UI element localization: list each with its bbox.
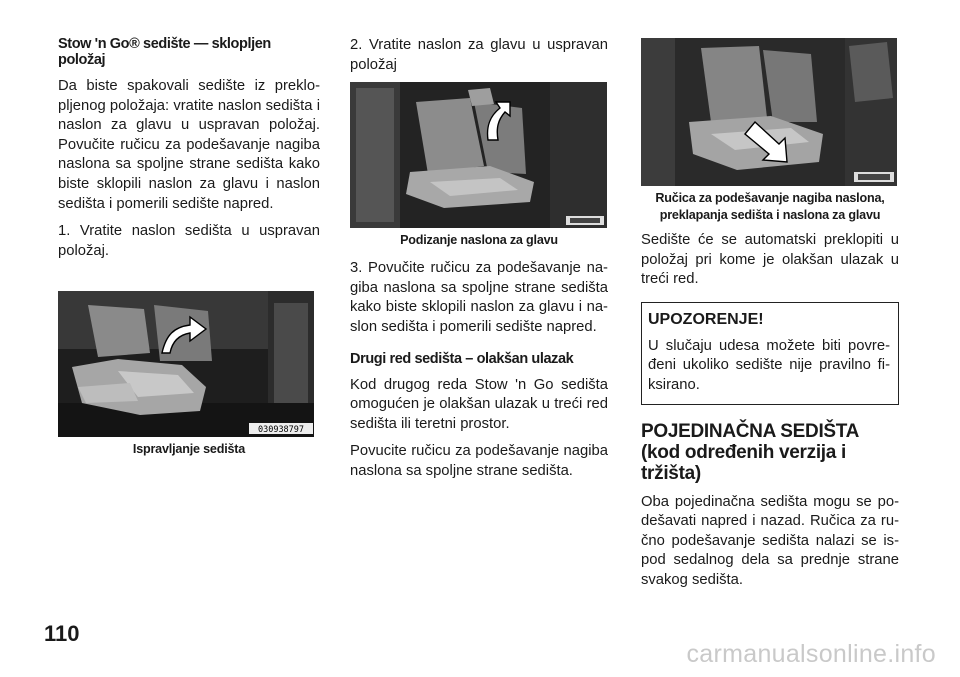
- warning-title: UPOZORENJE!: [648, 310, 764, 328]
- subheading: Drugi red sedišta – olakšan ulazak: [350, 350, 574, 367]
- section-title-line: (kod određenih verzija i tržišta): [641, 441, 847, 484]
- paragraph: Oba pojedinačna sedišta mogu se po-dešavati napred i nazad. Ručica za ru-čno podešavanje sedišta nalazi se is-pod sedalnog dela sa prednje strane svakog sedišta.: [641, 493, 899, 588]
- section-heading: Stow 'n Go® sedište — sklopljen položaj: [58, 36, 271, 68]
- watermark: carmanualsonline.info: [686, 640, 936, 668]
- figure-caption-line: preklapanja sedišta i naslona za glavu: [659, 208, 881, 222]
- headrest-raise-illustration: [350, 82, 607, 228]
- recline-lever-illustration: [641, 38, 897, 186]
- section-title: [641, 421, 899, 484]
- warning-box: [641, 302, 899, 405]
- warning-text: U slučaju udesa možete biti povre-đeni ukoliko sedište nije pravilno fi-ksirano.: [648, 337, 890, 393]
- section-title-line: POJEDINAČNA SEDIŠTA: [641, 420, 860, 442]
- figure-caption-line: Ručica za podešavanje nagiba naslona,: [655, 191, 885, 205]
- figure-code: 030938797: [257, 425, 305, 436]
- paragraph: Sedište će se automatski preklopiti u položaj pri kome je olakšan ulazak u treći red.: [641, 232, 899, 288]
- column-right: [641, 38, 899, 591]
- figure-headrest-raise: [350, 82, 608, 228]
- column-middle: [350, 36, 608, 482]
- paragraph: Povucite ručicu za podešavanje nagiba naslona sa spoljne strane sedišta.: [350, 443, 608, 479]
- figure-caption: Ispravljanje sedišta: [132, 442, 246, 457]
- page-number: 110: [44, 621, 80, 646]
- figure-recline-lever: [641, 38, 899, 186]
- figure-seat-upright: [58, 291, 320, 437]
- figure-caption: Podizanje naslona za glavu: [400, 233, 558, 248]
- paragraph: 1. Vratite naslon sedišta u uspravan položaj.: [58, 223, 320, 259]
- figure-caption: [641, 190, 899, 224]
- paragraph: Kod drugog reda Stow 'n Go sedišta omogućen je olakšan ulazak u treći red sedišta ili teretni prostor.: [350, 376, 608, 432]
- paragraph: Da biste spakovali sedište iz preklo-pljenog položaja: vratite naslon sedišta i naslon za glavu u uspravan položaj. Povučite ručicu za podešavanje nagiba naslona sa spoljne strane sedišta kako biste sklopili naslon za glavu i naslon sedišta i pomerili sedište napred.: [58, 78, 320, 212]
- column-left: [58, 36, 320, 458]
- paragraph: 3. Povučite ručicu za podešavanje na-giba naslona sa spoljne strane sedišta kako biste sklopili naslon za glavu i na-slon sedišta i pomerili sedište napred.: [350, 260, 608, 335]
- paragraph: 2. Vratite naslon za glavu u uspravan položaj: [350, 37, 608, 73]
- seat-upright-illustration: [58, 291, 314, 437]
